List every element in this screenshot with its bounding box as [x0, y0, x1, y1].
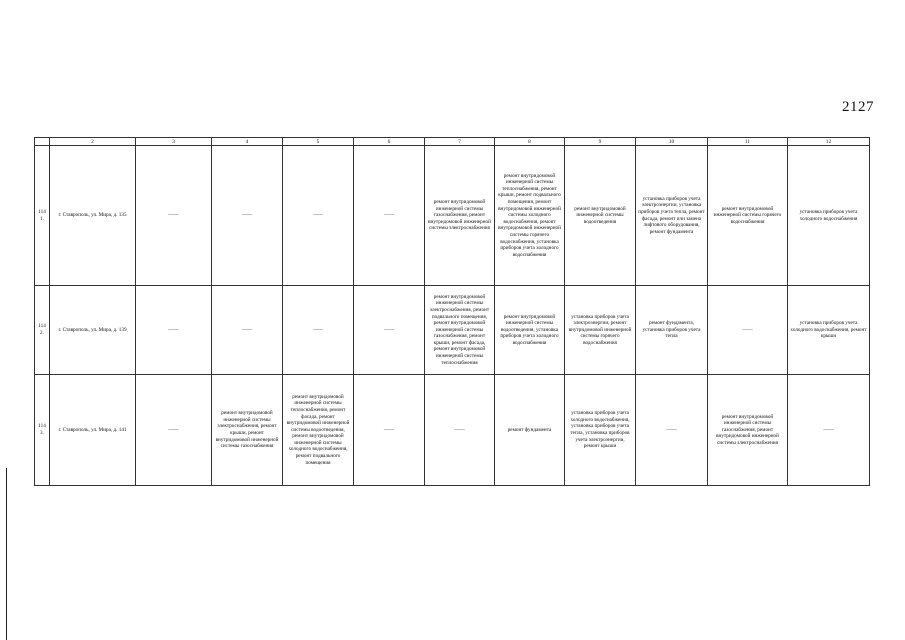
header-cell: 4 [212, 138, 283, 146]
table-cell: —— [136, 375, 212, 486]
table-cell: ремонт внутридомовой инженерной системы электроснабжения, ремонт подвального помещения, ремонт внутридомовой инженерной системы газоснабжения, ремонт крыши, ремонт фасада, ремонт внутридомовой инженерной системы теплоснабжения [425, 286, 495, 375]
row-number: 1141. [35, 146, 50, 286]
header-cell: 3 [136, 138, 212, 146]
header-cell: 2 [50, 138, 136, 146]
header-cell: 6 [354, 138, 425, 146]
table-cell: —— [788, 375, 870, 486]
address-cell: г. Ставрополь, ул. Мира, д. 135 [50, 146, 136, 286]
table-cell: —— [212, 286, 283, 375]
table-cell: ремонт фундамента, установка приборов учета тепла [636, 286, 708, 375]
table-cell: ремонт внутридомовой инженерной системы горячего водоснабжения [708, 146, 788, 286]
header-cell: 12 [788, 138, 870, 146]
left-margin-rule [6, 468, 7, 640]
table-row [35, 146, 870, 286]
address-cell: г. Ставрополь, ул. Мира, д. 139 [50, 286, 136, 375]
table-cell: установка приборов учета холодного водоснабжения, ремонт крыши [788, 286, 870, 375]
table-cell: —— [136, 286, 212, 375]
address-cell: г. Ставрополь, ул. Мира, д. 141 [50, 375, 136, 486]
header-cell: 8 [495, 138, 565, 146]
table-cell: —— [283, 146, 354, 286]
table-row [35, 286, 870, 375]
header-cell: 7 [425, 138, 495, 146]
table-cell: —— [136, 146, 212, 286]
header-cell: 11 [708, 138, 788, 146]
row-number: 1142. [35, 286, 50, 375]
table-cell: —— [283, 286, 354, 375]
table-cell: ремонт фундамента [495, 375, 565, 486]
table-cell: ремонт внутридомовой инженерной системы газоснабжения, ремонт внутридомовой инженерной системы электроснабжения [708, 375, 788, 486]
table-cell: ремонт внутридомовой инженерной системы электроснабжения, ремонт крыши, ремонт внутридомовой инженерной системы газоснабжения [212, 375, 283, 486]
page-number: 2127 [842, 99, 874, 115]
table-cell: —— [636, 375, 708, 486]
table-cell: установка приборов учета электроэнергии, установка приборов учета тепла, ремонт фасада, ремонт или замена лифтового оборудования, ремонт фундамента [636, 146, 708, 286]
table-cell: установка приборов учета холодного водоснабжения [788, 146, 870, 286]
table-cell: установка приборов учета электроэнергии, ремонт внутридомовой инженерной системы горячего водоснабжения [565, 286, 636, 375]
table-cell: установка приборов учета холодного водоснабжения, установка приборов учета тепла, установка приборов учета электроэнергии, ремонт крыши [565, 375, 636, 486]
table-cell: ремонт внутридомовой инженерной системы теплоснабжения, ремонт крыши, ремонт подвального помещения, ремонт внутридомовой инженерной системы холодного водоснабжения, ремонт внутридомовой инженерной системы горячего водоснабжения, установка приборов учета холодного водоснабжения [495, 146, 565, 286]
header-cell: 10 [636, 138, 708, 146]
table-cell: ремонт внутридомовой инженерной системы водоотведения, установка приборов учета холодного водоснабжения [495, 286, 565, 375]
table-cell: —— [354, 375, 425, 486]
table-cell: —— [354, 146, 425, 286]
column-number-row [35, 138, 870, 146]
table-cell: ремонт внутридомовой инженерной системы газоснабжения, ремонт внутридомовой инженерной системы электроснабжения [425, 146, 495, 286]
table-cell: —— [425, 375, 495, 486]
header-cell: 5 [283, 138, 354, 146]
table-cell: —— [212, 146, 283, 286]
table-cell: —— [708, 286, 788, 375]
table-cell: —— [354, 286, 425, 375]
table-cell: ремонт внутридомовой инженерной системы водоотведения [565, 146, 636, 286]
header-cell [35, 138, 50, 146]
repair-schedule-table [34, 137, 870, 486]
table-row [35, 375, 870, 486]
header-cell: 9 [565, 138, 636, 146]
row-number: 1143. [35, 375, 50, 486]
table-cell: ремонт внутридомовой инженерной системы теплоснабжения, ремонт фасада, ремонт внутридомовой инженерной системы водоотведения, ремонт внутридомовой инженерной системы холодного водоснабжения, ремонт подвального помещения [283, 375, 354, 486]
